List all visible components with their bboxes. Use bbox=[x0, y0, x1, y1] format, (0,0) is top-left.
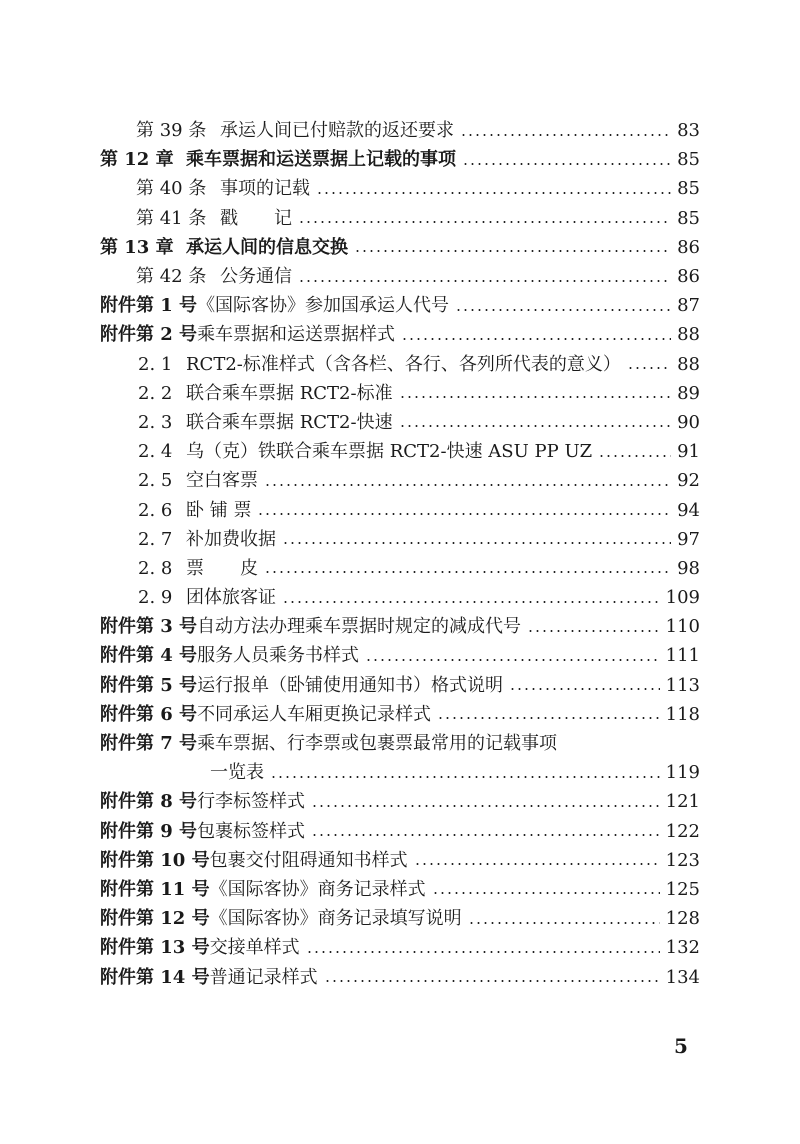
toc-entry[interactable] bbox=[0, 583, 800, 612]
toc-entry-title: 联合乘车票据 RCT2-标准 bbox=[186, 382, 393, 404]
toc-entry-page: 86 bbox=[677, 266, 700, 288]
toc-entry-number: 附件第 13 号 bbox=[100, 937, 210, 959]
toc-entry-number: 2. 2 bbox=[138, 382, 173, 404]
toc-entry[interactable] bbox=[0, 174, 800, 203]
dot-leader bbox=[627, 367, 671, 369]
toc-entry-title: 服务人员乘务书样式 bbox=[197, 645, 360, 667]
toc-entry-title: 票 皮 bbox=[186, 557, 258, 579]
toc-entry-page: 88 bbox=[677, 324, 700, 346]
toc-entry-page: 97 bbox=[677, 528, 700, 550]
dot-leader bbox=[257, 513, 671, 515]
toc-entry[interactable] bbox=[0, 671, 800, 700]
toc-entry[interactable] bbox=[0, 233, 800, 262]
toc-entry-number: 附件第 11 号 bbox=[100, 878, 210, 900]
toc-entry-title: 包裹交付阻碍通知书样式 bbox=[209, 849, 408, 871]
toc-entry[interactable] bbox=[0, 437, 800, 466]
toc-entry[interactable] bbox=[0, 320, 800, 349]
toc-entry-title: 乘车票据和运送票据样式 bbox=[197, 324, 396, 346]
toc-entry-title: 乌（克）铁联合乘车票据 RCT2-快速 ASU PP UZ bbox=[186, 441, 593, 463]
toc-entry-label bbox=[100, 671, 197, 700]
toc-entry-page: 121 bbox=[665, 791, 700, 813]
toc-entry-number: 附件第 3 号 bbox=[100, 616, 198, 638]
toc-entry-number: 第 41 条 bbox=[136, 207, 207, 229]
dot-leader bbox=[354, 250, 671, 252]
toc-entry-page: 85 bbox=[677, 207, 700, 229]
toc-entry[interactable] bbox=[0, 758, 800, 787]
toc-entry-label bbox=[100, 963, 210, 992]
toc-entry-number: 附件第 4 号 bbox=[100, 645, 198, 667]
toc-entry-label bbox=[136, 116, 220, 145]
page-number: 5 bbox=[674, 1034, 688, 1058]
toc-entry-number: 第 39 条 bbox=[136, 120, 207, 142]
toc-entry-label bbox=[138, 408, 186, 437]
toc-entry-page: 111 bbox=[665, 645, 700, 667]
toc-entry-label bbox=[138, 496, 186, 525]
toc-entry-page: 132 bbox=[665, 937, 700, 959]
toc-entry-page: 119 bbox=[665, 762, 700, 784]
toc-entry-number: 2. 7 bbox=[138, 528, 173, 550]
toc-entry-page: 109 bbox=[665, 587, 700, 609]
toc-entry[interactable] bbox=[0, 700, 800, 729]
toc-entry-number: 第 12 章 bbox=[100, 149, 174, 171]
toc-entry-title: 联合乘车票据 RCT2-快速 bbox=[186, 411, 393, 433]
toc-entry-label bbox=[100, 612, 197, 641]
toc-entry-number: 附件第 2 号 bbox=[100, 324, 198, 346]
toc-entry-label bbox=[100, 904, 210, 933]
toc-entry-number: 附件第 10 号 bbox=[100, 849, 210, 871]
toc-entry-label bbox=[136, 204, 220, 233]
toc-entry-page: 85 bbox=[677, 178, 700, 200]
toc-entry-title: RCT2-标准样式（含各栏、各行、各列所代表的意义） bbox=[186, 353, 621, 375]
toc-entry-title: 乘车票据和运送票据上记载的事项 bbox=[186, 149, 456, 171]
toc-entry-page: 118 bbox=[665, 703, 700, 725]
dot-leader bbox=[316, 192, 671, 194]
toc-entry-label bbox=[138, 350, 186, 379]
toc-entry-label bbox=[138, 466, 186, 495]
toc-entry[interactable] bbox=[0, 554, 800, 583]
toc-entry[interactable] bbox=[0, 904, 800, 933]
toc-entry-number: 2. 5 bbox=[138, 470, 173, 492]
table-of-contents bbox=[0, 116, 800, 992]
dot-leader bbox=[298, 280, 671, 282]
toc-entry-page: 88 bbox=[677, 353, 700, 375]
toc-entry-number: 附件第 7 号 bbox=[100, 733, 198, 755]
toc-entry-number: 附件第 12 号 bbox=[100, 908, 210, 930]
toc-entry-page: 87 bbox=[677, 295, 700, 317]
dot-leader bbox=[311, 834, 660, 836]
dot-leader bbox=[455, 309, 671, 311]
toc-entry-title: 承运人间已付赔款的返还要求 bbox=[220, 120, 454, 142]
toc-entry[interactable] bbox=[0, 495, 800, 524]
dot-leader bbox=[598, 455, 671, 457]
toc-entry-page: 86 bbox=[677, 236, 700, 258]
toc-entry-label bbox=[138, 583, 186, 612]
dot-leader bbox=[270, 776, 660, 778]
toc-entry[interactable] bbox=[0, 350, 800, 379]
toc-entry-label bbox=[100, 145, 186, 174]
toc-entry-page: 89 bbox=[677, 382, 700, 404]
toc-entry[interactable] bbox=[0, 729, 800, 758]
dot-leader bbox=[264, 571, 671, 573]
toc-entry-number: 附件第 5 号 bbox=[100, 674, 198, 696]
toc-entry[interactable] bbox=[0, 875, 800, 904]
toc-entry-page: 128 bbox=[665, 908, 700, 930]
dot-leader bbox=[324, 980, 660, 982]
toc-entry-number: 第 40 条 bbox=[136, 178, 207, 200]
toc-entry[interactable] bbox=[0, 408, 800, 437]
toc-entry-page: 123 bbox=[665, 849, 700, 871]
dot-leader bbox=[282, 542, 671, 544]
toc-entry[interactable] bbox=[0, 612, 800, 641]
toc-entry[interactable] bbox=[0, 641, 800, 670]
toc-entry-number: 2. 9 bbox=[138, 587, 173, 609]
toc-entry[interactable] bbox=[0, 817, 800, 846]
toc-entry[interactable] bbox=[0, 962, 800, 991]
toc-entry[interactable] bbox=[0, 379, 800, 408]
toc-entry-label bbox=[138, 525, 186, 554]
toc-entry-title: 补加费收据 bbox=[186, 528, 276, 550]
toc-entry-title: 行李标签样式 bbox=[197, 791, 306, 813]
toc-entry[interactable] bbox=[0, 466, 800, 495]
toc-entry-number: 附件第 1 号 bbox=[100, 295, 198, 317]
toc-entry-number: 第 42 条 bbox=[136, 266, 207, 288]
toc-entry-number: 第 13 章 bbox=[100, 236, 174, 258]
dot-leader bbox=[437, 717, 660, 719]
toc-entry-title: 卧 铺 票 bbox=[186, 499, 252, 521]
toc-entry-title: 交接单样式 bbox=[209, 937, 300, 959]
toc-entry-page: 94 bbox=[677, 499, 700, 521]
toc-entry-page: 98 bbox=[677, 557, 700, 579]
toc-entry-number: 2. 3 bbox=[138, 411, 173, 433]
toc-entry-title: 运行报单（卧铺使用通知书）格式说明 bbox=[197, 674, 504, 696]
toc-entry-title: 一览表 bbox=[210, 762, 264, 784]
toc-entry-label bbox=[100, 291, 197, 320]
toc-entry[interactable] bbox=[0, 145, 800, 174]
toc-entry-title: 《国际客协》参加国承运人代号 bbox=[197, 295, 450, 317]
toc-entry-label bbox=[100, 846, 210, 875]
toc-entry[interactable] bbox=[0, 846, 800, 875]
dot-leader bbox=[298, 221, 671, 223]
toc-entry-page: 110 bbox=[665, 616, 700, 638]
toc-entry[interactable] bbox=[0, 204, 800, 233]
toc-entry[interactable] bbox=[0, 116, 800, 145]
dot-leader bbox=[460, 134, 671, 136]
toc-entry-label bbox=[100, 729, 197, 758]
toc-entry-label bbox=[136, 174, 220, 203]
toc-entry-label bbox=[138, 554, 186, 583]
toc-entry-page: 122 bbox=[665, 820, 700, 842]
dot-leader bbox=[414, 863, 660, 865]
dot-leader bbox=[509, 688, 660, 690]
toc-entry[interactable] bbox=[0, 262, 800, 291]
toc-entry-page: 91 bbox=[677, 441, 700, 463]
dot-leader bbox=[282, 601, 660, 603]
toc-entry-number: 附件第 9 号 bbox=[100, 820, 198, 842]
toc-entry-label bbox=[100, 933, 210, 962]
dot-leader bbox=[365, 659, 660, 661]
toc-entry-page: 92 bbox=[677, 470, 700, 492]
toc-entry-label bbox=[100, 641, 197, 670]
dot-leader bbox=[401, 338, 671, 340]
toc-entry-title: 乘车票据、行李票或包裹票最常用的记载事项 bbox=[197, 733, 558, 755]
toc-entry-page: 134 bbox=[665, 966, 700, 988]
toc-entry-title: 《国际客协》商务记录样式 bbox=[209, 878, 426, 900]
dot-leader bbox=[468, 922, 660, 924]
toc-entry-page: 113 bbox=[665, 674, 700, 696]
dot-leader bbox=[399, 396, 672, 398]
toc-entry-label bbox=[136, 262, 220, 291]
toc-entry[interactable] bbox=[0, 525, 800, 554]
toc-entry-number: 附件第 14 号 bbox=[100, 966, 210, 988]
toc-entry-number: 附件第 8 号 bbox=[100, 791, 198, 813]
dot-leader bbox=[462, 163, 671, 165]
toc-entry-number: 2. 6 bbox=[138, 499, 173, 521]
dot-leader bbox=[399, 425, 672, 427]
toc-entry[interactable] bbox=[0, 933, 800, 962]
toc-entry-label bbox=[138, 379, 186, 408]
toc-entry-number: 2. 4 bbox=[138, 441, 173, 463]
toc-entry-title: 公务通信 bbox=[220, 266, 292, 288]
toc-entry-page: 90 bbox=[677, 411, 700, 433]
toc-entry-number: 2. 1 bbox=[138, 353, 173, 375]
toc-entry[interactable] bbox=[0, 291, 800, 320]
toc-entry-title: 自动方法办理乘车票据时规定的减成代号 bbox=[197, 616, 522, 638]
dot-leader bbox=[432, 892, 660, 894]
toc-entry-title: 承运人间的信息交换 bbox=[186, 236, 348, 258]
toc-entry-title: 空白客票 bbox=[186, 470, 258, 492]
toc-entry-title: 戳 记 bbox=[220, 207, 292, 229]
toc-entry-title: 不同承运人车厢更换记录样式 bbox=[197, 703, 432, 725]
toc-entry-label bbox=[100, 787, 197, 816]
toc-entry-label bbox=[100, 320, 197, 349]
dot-leader bbox=[527, 630, 660, 632]
toc-entry-title: 普通记录样式 bbox=[209, 966, 318, 988]
toc-entry-label bbox=[100, 875, 210, 904]
toc-entry-title: 《国际客协》商务记录填写说明 bbox=[209, 908, 462, 930]
toc-entry-number: 2. 8 bbox=[138, 557, 173, 579]
toc-entry-title: 包裹标签样式 bbox=[197, 820, 306, 842]
dot-leader bbox=[311, 805, 660, 807]
toc-entry-label bbox=[100, 817, 197, 846]
toc-entry-label bbox=[138, 437, 186, 466]
toc-entry-page: 85 bbox=[677, 149, 700, 171]
toc-entry-number: 附件第 6 号 bbox=[100, 703, 198, 725]
toc-entry-title: 事项的记载 bbox=[220, 178, 310, 200]
toc-entry-title: 团体旅客证 bbox=[186, 587, 276, 609]
dot-leader bbox=[264, 484, 671, 486]
dot-leader bbox=[306, 951, 660, 953]
toc-entry[interactable] bbox=[0, 787, 800, 816]
toc-entry-label bbox=[100, 700, 197, 729]
toc-entry-label bbox=[100, 233, 186, 262]
toc-entry-page: 83 bbox=[677, 120, 700, 142]
toc-entry-page: 125 bbox=[665, 878, 700, 900]
